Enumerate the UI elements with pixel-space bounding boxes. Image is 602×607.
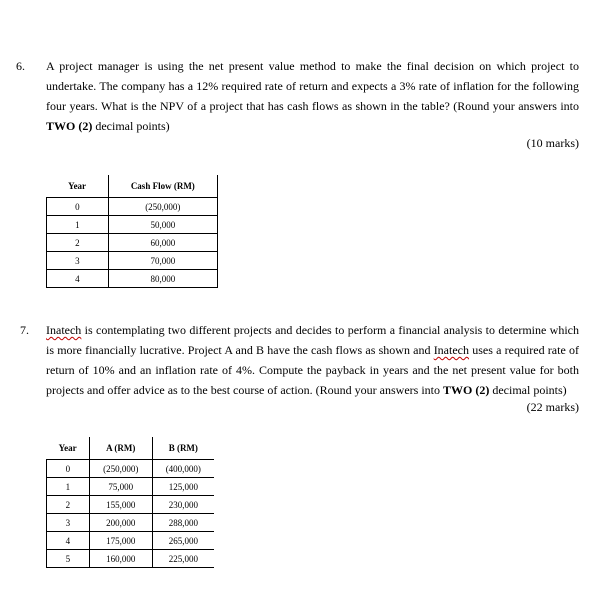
- q6-cell-year: 2: [47, 234, 109, 252]
- q7-cell-b: 265,000: [152, 532, 214, 550]
- question-6-marks: (10 marks): [526, 136, 579, 150]
- q6-cell-year: 4: [47, 270, 109, 288]
- question-7-table: [46, 437, 214, 568]
- q6-header-year: Year: [47, 175, 109, 198]
- q6-cell-year: 3: [47, 252, 109, 270]
- question-6-text: A project manager is using the net present value method to make the final decision on which project to undertake. The company has a 12% required rate of return and expects a 3% rate of inflation for the following four years. What is the NPV of a project that has cash flows as shown in the table? (Round your answers into: [46, 59, 579, 113]
- q7-cell-b: (400,000): [152, 460, 214, 478]
- q7-cell-year: 2: [47, 496, 90, 514]
- question-7-number: 7.: [20, 323, 29, 337]
- table-row: [47, 234, 218, 252]
- q7-cell-year: 0: [47, 460, 90, 478]
- table-row: [47, 514, 215, 532]
- table-row: [47, 478, 215, 496]
- q7-cell-year: 1: [47, 478, 90, 496]
- q7-header-year: Year: [47, 437, 90, 460]
- q6-cell-cashflow: 60,000: [108, 234, 217, 252]
- table-row: [47, 550, 215, 568]
- q6-cell-cashflow: (250,000): [108, 198, 217, 216]
- q7-cell-a: 200,000: [89, 514, 152, 532]
- q7-cell-b: 230,000: [152, 496, 214, 514]
- question-6: [16, 56, 579, 136]
- q6-cell-cashflow: 50,000: [108, 216, 217, 234]
- q6-cell-year: 0: [47, 198, 109, 216]
- q7-cell-year: 4: [47, 532, 90, 550]
- q7-cell-b: 288,000: [152, 514, 214, 532]
- table-row: [47, 270, 218, 288]
- q7-cell-b: 225,000: [152, 550, 214, 568]
- table-row: [47, 198, 218, 216]
- table-row: [47, 460, 215, 478]
- company-name: Inatech: [46, 323, 82, 337]
- question-7-bold: TWO (2): [443, 383, 490, 397]
- q6-cell-year: 1: [47, 216, 109, 234]
- q7-cell-a: 175,000: [89, 532, 152, 550]
- table-row: [47, 252, 218, 270]
- q7-cell-year: 3: [47, 514, 90, 532]
- q7-cell-year: 5: [47, 550, 90, 568]
- question-7-text-end: decimal points): [489, 383, 567, 397]
- question-6-text-end: decimal points): [92, 119, 170, 133]
- table-row: [47, 532, 215, 550]
- question-7-marks: (22 marks): [526, 400, 579, 414]
- company-name: Inatech: [433, 343, 469, 357]
- q6-header-cashflow: Cash Flow (RM): [108, 175, 217, 198]
- question-7: [20, 320, 579, 400]
- q6-cell-cashflow: 80,000: [108, 270, 217, 288]
- q7-header-b: B (RM): [152, 437, 214, 460]
- q7-cell-b: 125,000: [152, 478, 214, 496]
- table-row: [47, 216, 218, 234]
- q7-header-a: A (RM): [89, 437, 152, 460]
- q7-cell-a: 160,000: [89, 550, 152, 568]
- q7-cell-a: 155,000: [89, 496, 152, 514]
- question-6-table: [46, 175, 218, 288]
- q7-cell-a: (250,000): [89, 460, 152, 478]
- q6-cell-cashflow: 70,000: [108, 252, 217, 270]
- table-row: [47, 496, 215, 514]
- q7-cell-a: 75,000: [89, 478, 152, 496]
- question-7-text-a: is contemplating two different projects and decides to perform a financial analysis to determine which is more financially lucrative. Project A and B have the cash flows as shown and: [46, 323, 579, 357]
- question-6-bold: TWO (2): [46, 119, 93, 133]
- question-6-number: 6.: [16, 59, 25, 73]
- question-7-text-b: uses a required rate of return of 10% and an inflation rate of 4%. Compute the payback in years and the net present value for both projects and offer advice as to the best course of action. (Round your answers into: [46, 343, 579, 397]
